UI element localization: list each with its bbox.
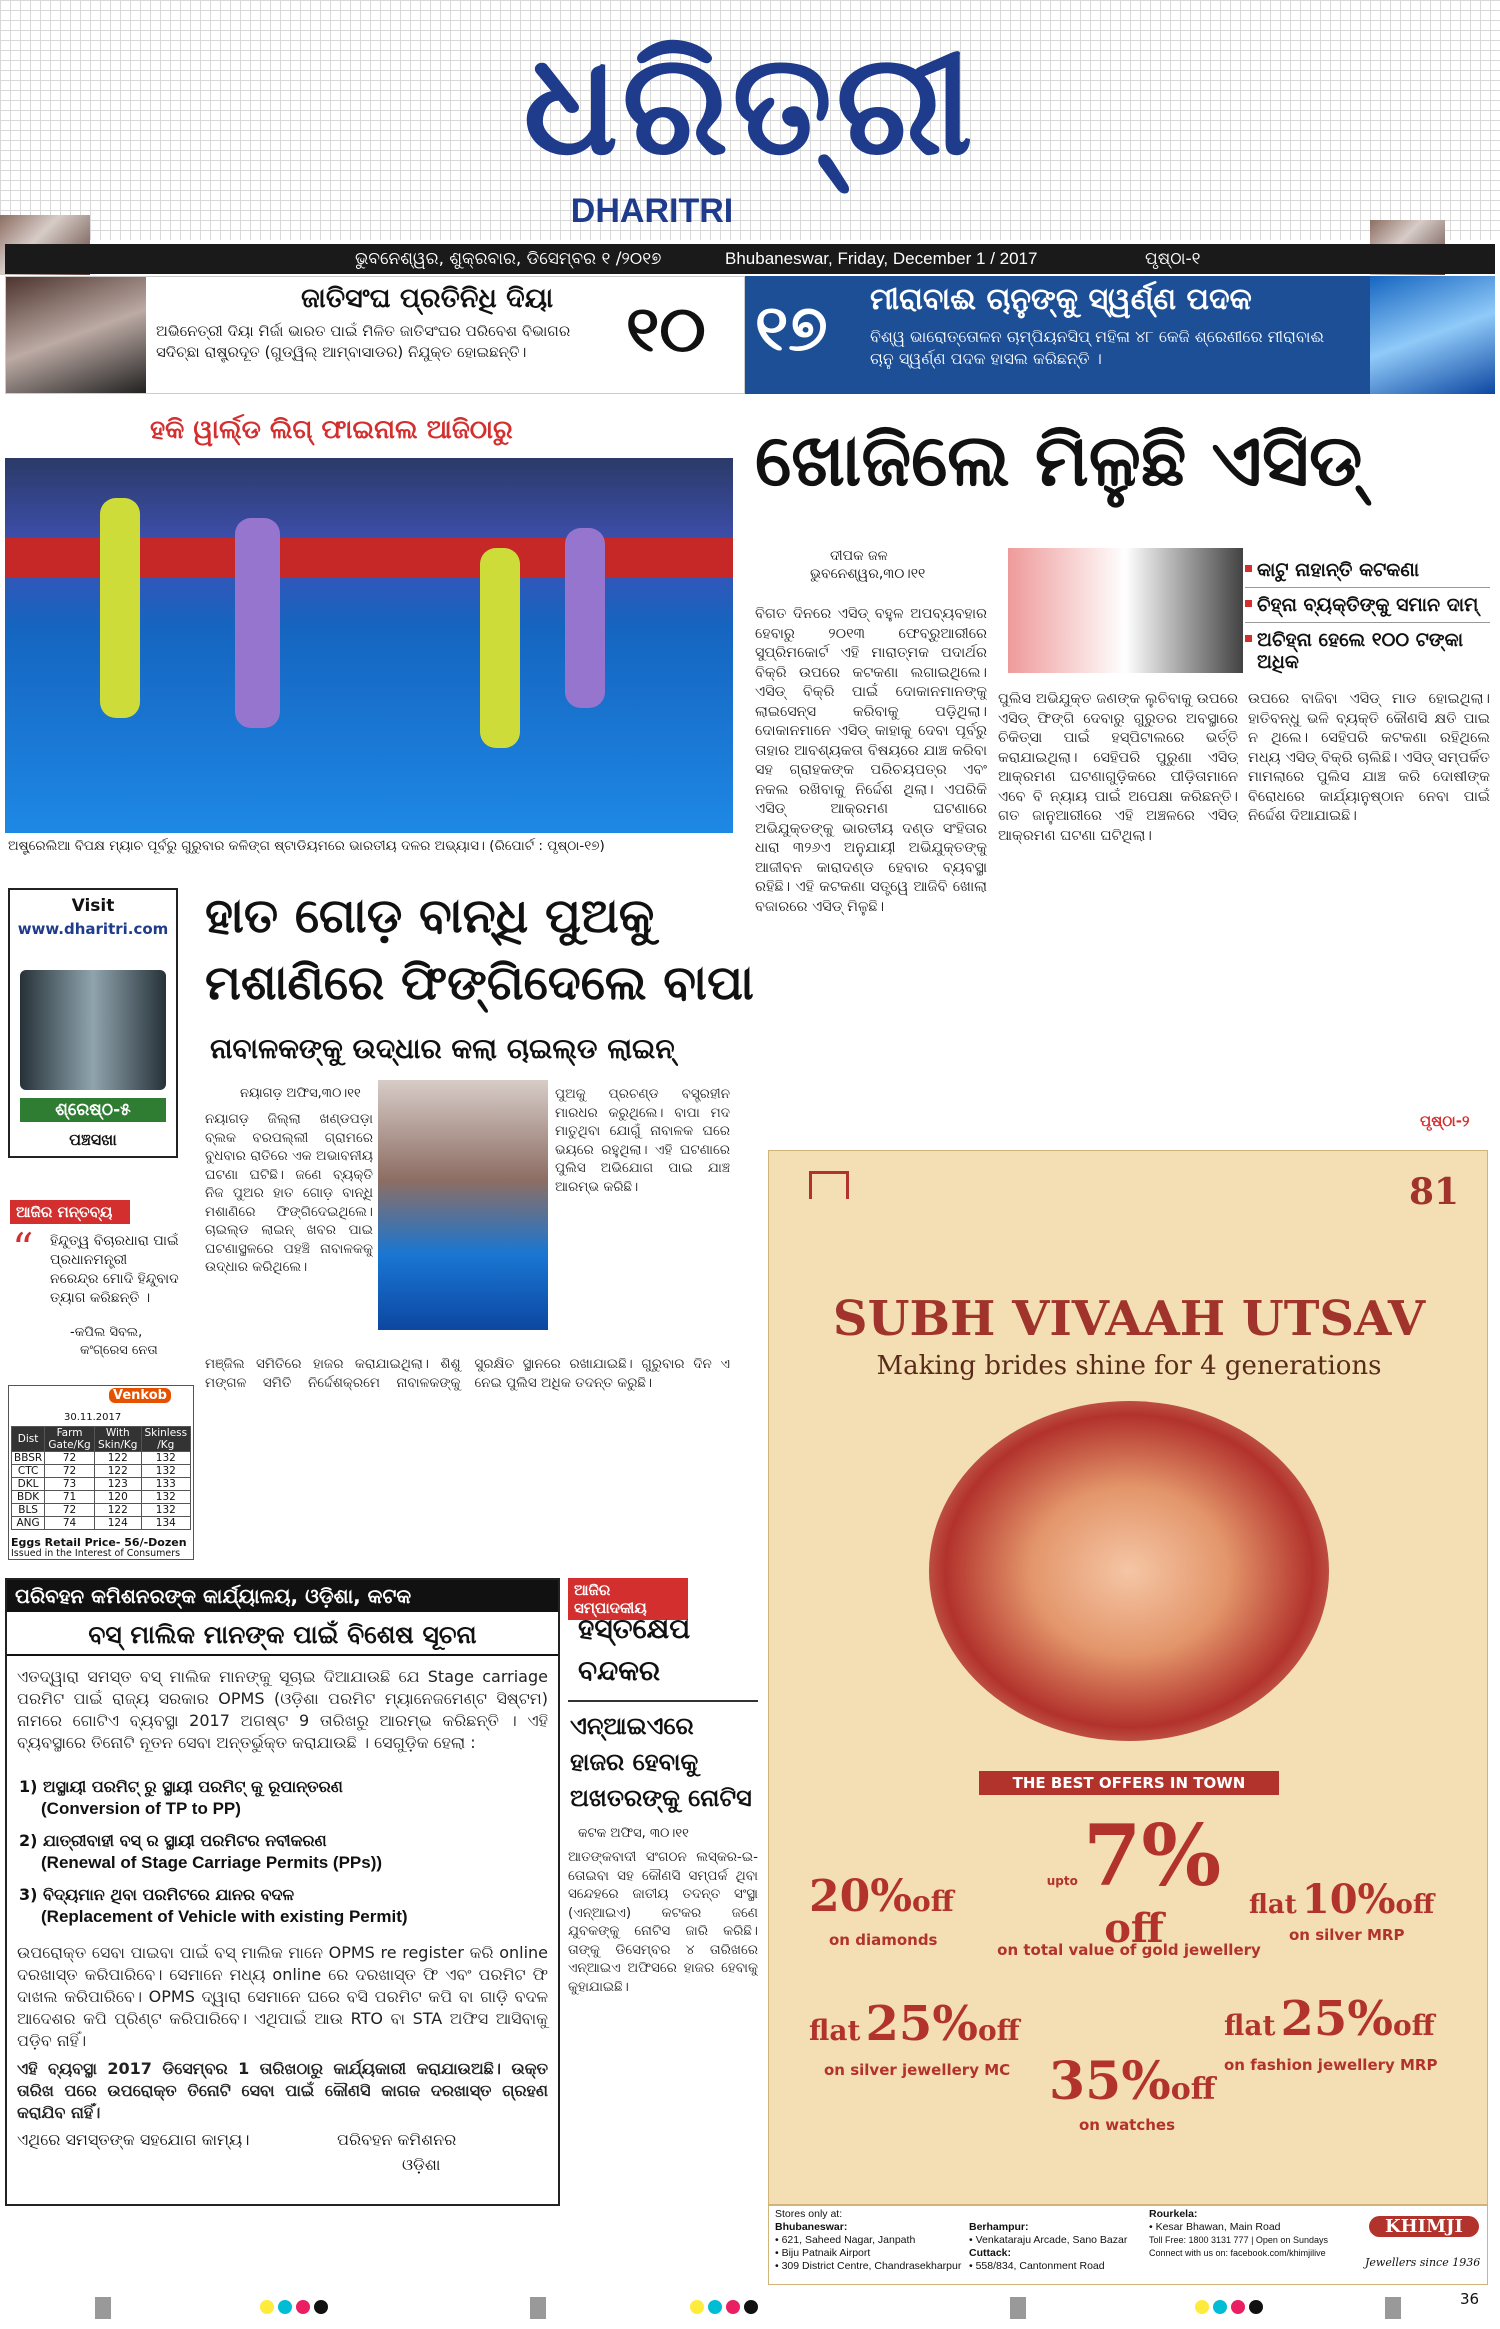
masthead-logo: ଧରିତ୍ରୀ — [523, 23, 977, 187]
ad-stores — [768, 2205, 1488, 2285]
offer-20-suffix: off — [912, 1885, 954, 1918]
dateline-page: ପୃଷ୍ଠା-୧ — [1145, 249, 1201, 269]
color-dot — [690, 2300, 704, 2314]
color-dot — [1249, 2300, 1263, 2314]
offer-20-sub: on diamonds — [829, 1931, 938, 1949]
nia-head-3: ଅଖତରଙ୍କୁ ନୋଟିସ — [570, 1784, 752, 1812]
eggs-brand: Venkob — [109, 1388, 171, 1403]
registration-mark — [1010, 2297, 1026, 2319]
offer-10-pre: flat — [1249, 1890, 1297, 1920]
thought-party: କଂଗ୍ରେସ ନେତା — [80, 1343, 158, 1358]
masthead-logo-english: DHARITRI — [570, 192, 734, 230]
color-dot — [1213, 2300, 1227, 2314]
khimji-ad[interactable] — [768, 1150, 1488, 2205]
transport-notice — [5, 1578, 560, 2206]
offer-10-suffix: off — [1395, 1890, 1435, 1920]
registration-mark — [1385, 2297, 1401, 2319]
ad-subtitle: Making brides shine for 4 generations — [876, 1351, 1382, 1381]
eggs-header: Farm Gate/Kg — [45, 1427, 95, 1452]
teaser-left-photo — [6, 277, 146, 393]
teaser-left[interactable] — [5, 276, 745, 394]
ad-banner: THE BEST OFFERS IN TOWN — [979, 1771, 1279, 1795]
lead-graphic — [1008, 548, 1243, 673]
notice-item-3 — [19, 1884, 549, 1928]
eggs-table — [11, 1426, 191, 1530]
player-4 — [565, 528, 605, 708]
ad-title: SUBH VIVAAH UTSAV — [832, 1291, 1426, 1347]
story2-photo — [378, 1080, 548, 1330]
notice-item-odia: 1) ଅସ୍ଥାୟୀ ପରମିଟ୍ ରୁ ସ୍ଥାୟୀ ପରମିଟ୍ କୁ ରୂପାନ୍ତରଣ — [19, 1777, 343, 1796]
lead-col-1: ବିଗତ ଦିନରେ ଏସିଡ୍ ବହୁଳ ଅପବ୍ୟବହାର ହେବାରୁ ୨୦୧୩ ଫେବ୍ରୁଆରୀରେ ସୁପ୍ରିମକୋର୍ଟ ଏହି ମାରାତ୍ମକ ପଦାର୍ଥର ବିକ୍ରି ଉପରେ କଟକଣା ଲଗାଇଥିଲେ। ଏସିଡ୍ ବିକ୍ରି ପାଇଁ ଦୋକାନମାନଙ୍କୁ ଲାଇସେନ୍ସ କରିବାକୁ ପଡ଼ିଥିଲା। ଦୋକାନମାନେ ଏସିଡ୍ କାହାକୁ ଦେବା ପୂର୍ବରୁ ତାହାର ଆବଶ୍ୟକତା ବିଷୟରେ ଯାଞ୍ଚ କରିବା ସହ ଗ୍ରାହକଙ୍କ ପରିଚୟପତ୍ର ଏବଂ ନକଲ ରଖିବାକୁ ନିର୍ଦ୍ଦେଶ ଥିଲା। ଏପରିକି ଏସିଡ୍ ଆକ୍ରମଣ ଘଟଣାରେ ଅଭିଯୁକ୍ତଙ୍କୁ ଭାରତୀୟ ଦଣ୍ଡ ସଂହିତାର ଧାରା ୩୨୬ଏ ଅନୁଯାୟୀ ଅଭିଯୁକ୍ତଙ୍କୁ ଆଜୀବନ କାରାଦଣ୍ଡ ହେବାର ବ୍ୟବସ୍ଥା ରହିଛି। ଏହି କଟକଣା ସତ୍ତ୍ୱେ ଆଜିବି ଖୋଲା ବଜାରରେ ଏସିଡ୍ ମିଳୁଛି। — [755, 606, 987, 915]
nia-text: ଆତଙ୍କବାଦୀ ସଂଗଠନ ଲସ୍କର-ଇ-ତୋଇବା ସହ କୌଣସି ସମ୍ପର୍କ ଥିବା ସନ୍ଦେହରେ ଜାତୀୟ ତଦନ୍ତ ସଂସ୍ଥା (ଏନ୍ଆଇଏ) କଟକର ଜଣେ ଯୁବକଙ୍କୁ ନୋଟିସ ଜାରି କରିଛି। ତାଙ୍କୁ ଡିସେମ୍ବର ୪ ତାରିଖରେ ଏନ୍ଆଇଏ ଅଫିସରେ ହାଜର ହେବାକୁ କୁହାଯାଇଛି। — [568, 1849, 758, 1995]
offer-20 — [809, 1871, 954, 1922]
eggs-retail: Eggs Retail Price- 56/-Dozen — [11, 1536, 187, 1549]
thought-label: ଆଜିର ମନ୍ତବ୍ୟ — [10, 1200, 130, 1224]
story2-headline-2: ମଶାଣିରେ ଫିଙ୍ଗିଦେଲେ ବାପା — [205, 955, 754, 1011]
offer-25a — [809, 1996, 1020, 2052]
teaser-right-photo — [1370, 276, 1495, 394]
notice-closing: ଏଥିରେ ସମସ୍ତଙ୍କ ସହଯୋଗ କାମ୍ୟ। — [17, 2130, 250, 2149]
nia-head-1: ଏନ୍ଆଇଏରେ — [570, 1712, 694, 1740]
offer-7-pre: upto — [1046, 1874, 1078, 1888]
notice-signature-1: ପରିବହନ କମିଶନର — [337, 2130, 457, 2149]
dateline-odia: ଭୁବନେଶ୍ୱର, ଶୁକ୍ରବାର, ଡିସେମ୍ବର ୧ /୨୦୧୭ — [355, 249, 662, 269]
quote-icon: “ — [12, 1224, 34, 1273]
notice-item-odia: 3) ବିଦ୍ୟମାନ ଥିବା ପରମିଟରେ ଯାନର ବଦଳ — [19, 1885, 295, 1904]
hockey-photo — [5, 458, 733, 833]
phones-image — [20, 970, 166, 1090]
stores-rourkela: Rourkela: • Kesar Bhawan, Main Road Toll Free: 1800 3131 777 | Open on Sundays Connect with us on: facebook.com/khimjilive — [1149, 2208, 1328, 2258]
offer-35-value: 35% — [1049, 2051, 1171, 2112]
story2-subhead: ନାବାଳକଙ୍କୁ ଉଦ୍ଧାର କଲା ଚାଇଲ୍ଡ ଲାଇନ୍ — [210, 1032, 675, 1065]
eggs-header: With Skin/Kg — [94, 1427, 141, 1452]
eggs-header: Skinless /Kg — [141, 1427, 190, 1452]
eggs-row: BBSR 72 122 132 — [12, 1452, 191, 1465]
lead-headline: ଖୋଜିଲେ ମିଳୁଛି ଏସିଡ୍ — [755, 418, 1363, 502]
eggs-note: Issued in the Interest of Consumers — [11, 1548, 181, 1559]
eggs-row: CTC 72 122 132 — [12, 1465, 191, 1478]
visit-rank: ଶ୍ରେଷ୍ଠ-୫ — [20, 1098, 166, 1122]
color-dot — [314, 2300, 328, 2314]
color-dot — [726, 2300, 740, 2314]
offer-25b-pre: flat — [1224, 2009, 1276, 2042]
notice-body: ଉପରୋକ୍ତ ସେବା ପାଇବା ପାଇଁ ବସ୍ ମାଲିକ ମାନେ OPMS re register କରି online ଦରଖାସ୍ତ କରିପାରିବେ। ସେମାନେ ମଧ୍ୟ online ରେ ଦରଖାସ୍ତ ଫି ଏବଂ ପରମିଟ ଫି ଦାଖଲ କରିପାରିବେ। OPMS ଦ୍ୱାରା ସେମାନେ ଘରେ ବସି ପରମିଟ କପି ବା ଗାଡ଼ି ବଦଳ ଆଦେଶର କପି ପ୍ରିଣ୍ଟ କରିପାରିବେ। ଏଥିପାଇଁ ଆଉ RTO ବା STA ଅଫିସ ଆସିବାକୁ ପଡ଼ିବ ନାହିଁ। — [17, 1943, 548, 2050]
offer-20-value: 20% — [809, 1871, 913, 1922]
ad-logo-icon — [809, 1171, 849, 1199]
eggs-row: BDK 71 120 132 — [12, 1491, 191, 1504]
visit-label: Visit — [71, 896, 115, 916]
lead-bullet: ଚିହ୍ନା ବ୍ୟକ୍ତିଙ୍କୁ ସମାନ ଦାମ୍ — [1245, 588, 1490, 623]
teaser-right-text: ବିଶ୍ୱ ଭାରୋତ୍ତୋଳନ ଚାମ୍ପିୟନସିପ୍ ମହିଳା ୪୮ କେଜି ଶ୍ରେଣୀରେ ମୀରାବାଈ ଚାନୁ ସ୍ୱର୍ଣ୍ଣ ପଦକ ହାସଲ କରିଛନ୍ତି । — [870, 327, 1325, 368]
hockey-headline: ହକି ୱାର୍ଲ୍ଡ ଲିଗ୍ ଫାଇନାଲ ଆଜିଠାରୁ — [150, 415, 513, 445]
eggs-row: BLS 72 122 132 — [12, 1504, 191, 1517]
offer-25a-suffix: off — [977, 2014, 1020, 2047]
lead-byline: ଦୀପକ ଜଳ — [830, 548, 888, 564]
registration-mark — [530, 2297, 546, 2319]
offer-10 — [1249, 1876, 1434, 1923]
offer-25a-pre: flat — [809, 2014, 861, 2047]
story2-headline-1: ହାତ ଗୋଡ଼ ବାନ୍ଧି ପୁଅକୁ — [205, 888, 655, 944]
registration-mark — [95, 2297, 111, 2319]
color-dot — [708, 2300, 722, 2314]
eggs-header: Dist — [12, 1427, 45, 1452]
notice-item-2 — [19, 1830, 549, 1874]
color-dot — [1231, 2300, 1245, 2314]
notice-item-en: (Replacement of Vehicle with existing Permit) — [41, 1907, 408, 1926]
khimji-tagline: Jewellers since 1936 — [1365, 2256, 1481, 2269]
notice-title: ବସ୍ ମାଲିକ ମାନଙ୍କ ପାଇଁ ବିଶେଷ ସୂଚନା — [7, 1620, 558, 1656]
editorial-title-1[interactable]: ହସ୍ତକ୍ଷେପ — [578, 1612, 691, 1645]
color-dot — [296, 2300, 310, 2314]
bride-image — [929, 1401, 1329, 1741]
eggs-date: 30.11.2017 — [64, 1412, 122, 1423]
teaser-right[interactable] — [745, 276, 1495, 394]
teaser-right-page: ୧୭ — [755, 292, 828, 366]
color-dot — [744, 2300, 758, 2314]
offer-7 — [1029, 1806, 1239, 1952]
lead-bullet: କାଟୁ ନାହାନ୍ତି କଟକଣା — [1245, 555, 1490, 588]
teaser-left-text: ଅଭିନେତ୍ରୀ ଦିୟା ମିର୍ଜା ଭାରତ ପାଇଁ ମିଳିତ ଜାତିସଂଘର ପରିବେଶ ବିଭାଗର ସଦିଚ୍ଛା ରାଷ୍ଟ୍ରଦୂତ (ଗୁଡ୍‌ୱିଲ୍ ଆମ୍ବାସାଡର) ନିଯୁକ୍ତ ହୋଇଛନ୍ତି। — [156, 322, 571, 361]
notice-item-1 — [19, 1776, 549, 1820]
lead-continued[interactable]: ପୃଷ୍ଠା-୨ — [1420, 1112, 1470, 1130]
editorial-title-2[interactable]: ବନ୍ଦକର — [578, 1654, 661, 1687]
dateline-bar — [5, 244, 1495, 274]
lead-bullet: ଅଚିହ୍ନା ହେଲେ ୧୦୦ ଟଙ୍କା ଅଧିକ — [1245, 623, 1490, 679]
offer-25b-sub: on fashion jewellery MRP — [1224, 2056, 1438, 2074]
teaser-left-title: ଜାତିସଂଘ ପ୍ରତିନିଧି ଦିୟା — [301, 283, 554, 314]
color-dot — [1195, 2300, 1209, 2314]
offer-10-sub: on silver MRP — [1289, 1926, 1405, 1944]
editorial-rule — [568, 1700, 758, 1702]
nia-head-2: ହାଜର ହେବାକୁ — [570, 1748, 699, 1776]
color-dot — [278, 2300, 292, 2314]
offer-35-sub: on watches — [1079, 2116, 1176, 2134]
lead-col-3: ଉପରେ ବାଜିବା ଏସିଡ୍ ମାଡ ହୋଇଥିଲା। ହାତିବନ୍ଧୁ ଭଳି ବ୍ୟକ୍ତି କୌଣସି କ୍ଷତି ପାଇ ନ ଥିଲେ। ସେହିପରି କଟକଣା ରହିଥିଲେ ମଧ୍ୟ ଏସିଡ୍ ବିକ୍ରି ଚାଲିଛି। ଏସିଡ୍ ସମ୍ପର୍କିତ ମାମଲାରେ ପୁଲିସ ଯାଞ୍ଚ କରି ଦୋଷୀଙ୍କ ବିରୋଧରେ କାର୍ଯ୍ୟାନୁଷ୍ଠାନ ନେବା ପାଇଁ ନିର୍ଦ୍ଦେଶ ଦିଆଯାଇଛି। — [1248, 691, 1490, 824]
player-1 — [100, 498, 140, 718]
story2-col-3: ମଞ୍ଜିଲ ସମିତିରେ ହାଜର କରାଯାଇଥିଲା। ଶିଶୁ ମଙ୍ଗଳ ସମିତି ନିର୍ଦ୍ଦେଶକ୍ରମେ ନାବାଳକଙ୍କୁ ସୁରକ୍ଷିତ ସ୍ଥାନରେ ରଖାଯାଇଛି। ଗୁରୁବାର ଦିନ ଏ ନେଇ ପୁଲିସ ଅଧିକ ତଦନ୍ତ କରୁଛି। — [205, 1356, 730, 1391]
color-dot — [260, 2300, 274, 2314]
offer-25b-suffix: off — [1392, 2009, 1435, 2042]
eggs-row: DKL 73 123 133 — [12, 1478, 191, 1491]
offer-35-suffix: off — [1170, 2072, 1216, 2107]
stores-bbsr: Bhubaneswar: • 621, Saheed Nagar, Janpath • Biju Patnaik Airport • 309 District Centre, Chandrasekharpur — [775, 2221, 962, 2272]
offer-7-sub: on total value of gold jewellery — [997, 1941, 1261, 1959]
dateline-english: Bhubaneswar, Friday, December 1 / 2017 — [725, 249, 1038, 268]
teaser-left-page: ୧୦ — [626, 293, 706, 367]
nia-dateline: କଟକ ଅଫିସ, ୩୦।୧୧ — [578, 1826, 689, 1841]
hockey-caption: ଅଷ୍ଟ୍ରେଲିଆ ବିପକ୍ଷ ମ୍ୟାଚ ପୂର୍ବରୁ ଗୁରୁବାର କଳିଙ୍ଗ ଷ୍ଟାଡିୟମରେ ଭାରତୀୟ ଦଳର ଅଭ୍ୟାସ। (ରିପୋର୍ଟ : ପୃଷ୍ଠା-୧୭) — [8, 838, 605, 854]
offer-7-value: 7% — [1082, 1806, 1222, 1905]
player-3 — [480, 548, 520, 748]
story2-col-1: ନୟାଗଡ଼ ଜିଲ୍ଲା ଖଣ୍ଡପଡ଼ା ବ୍ଲକ ବରପଲ୍ଲୀ ଗ୍ରାମରେ ବୁଧବାର ରାତିରେ ଏକ ଅଭାବନୀୟ ଘଟଣା ଘଟିଛି। ଜଣେ ବ୍ୟକ୍ତି ନିଜ ପୁଅର ହାତ ଗୋଡ଼ ବାନ୍ଧି ମଶାଣିରେ ଫିଙ୍ଗିଦେଇଥିଲେ। ଚାଇଲ୍ଡ ଲାଇନ୍ ଖବର ପାଇ ଘଟଣାସ୍ଥଳରେ ପହଞ୍ଚି ନାବାଳକକୁ ଉଦ୍ଧାର କରିଥିଲେ। — [205, 1111, 373, 1275]
teaser-right-title: ମୀରାବାଈ ଚାନୁଙ୍କୁ ସ୍ୱର୍ଣ୍ଣ ପଦକ — [870, 282, 1252, 317]
notice-header: ପରିବହନ କମିଶନରଙ୍କ କାର୍ଯ୍ୟାଳୟ, ଓଡ଼ିଶା, କଟକ — [7, 1580, 558, 1612]
visit-url[interactable]: www.dharitri.com — [17, 920, 169, 938]
eggs-row: ANG 74 124 134 — [12, 1517, 191, 1530]
stores-berhampur: Berhampur: • Venkataraju Arcade, Sano Bazar Cuttack: • 558/834, Cantonment Road — [969, 2221, 1128, 2272]
lead-bullets — [1245, 555, 1490, 679]
story2-dateline: ନୟାଗଡ଼ ଅଫିସ,୩୦।୧୧ — [240, 1086, 361, 1101]
page-number: 36 — [1460, 2290, 1480, 2308]
story2-col-2: ପୁଅକୁ ପ୍ରଚଣ୍ଡ ବସ୍ତ୍ରହୀନ ମାରଧର କରୁଥିଲେ। ବାପା ମଦ ମାତୁଥିବା ଯୋଗୁଁ ନାବାଳକ ଘରେ ଭୟରେ ରହୁଥିଲା। ଏହି ଘଟଣାରେ ପୁଲିସ ଅଭିଯୋଗ ପାଇ ଯାଞ୍ଚ ଆରମ୍ଭ କରିଛି। — [555, 1086, 730, 1195]
lead-dateline: ଭୁବନେଶ୍ୱର,୩୦।୧୧ — [810, 566, 926, 582]
thought-text: ହିନ୍ଦୁତ୍ୱ ବିଚାରଧାରା ପାଇଁ ପ୍ରଧାନମନ୍ତ୍ରୀ ନରେନ୍ଦ୍ର ମୋଦି ହିନ୍ଦୁବାଦ ତ୍ୟାଗ କରିଛନ୍ତି । — [50, 1233, 179, 1306]
eggs-box — [8, 1385, 194, 1560]
editorial-label: ଆଜିର ସମ୍ପାଦକୀୟ — [568, 1578, 688, 1620]
notice-item-en: (Renewal of Stage Carriage Permits (PPs)) — [41, 1853, 383, 1872]
stores-label: Stores only at: — [775, 2208, 843, 2220]
notice-effective: ଏହି ବ୍ୟବସ୍ଥା 2017 ଡିସେମ୍ବର 1 ତାରିଖଠାରୁ କାର୍ଯ୍ୟକାରୀ କରାଯାଉଅଛି। ଉକ୍ତ ତାରିଖ ପରେ ଉପରୋକ୍ତ ତିନୋଟି ସେବା ପାଇଁ କୌଣସି କାଗଜ ଦରଖାସ୍ତ ଗ୍ରହଣ କରାଯିବ ନାହିଁ। — [17, 2059, 548, 2122]
offer-7-suffix: off — [1104, 1905, 1164, 1952]
offer-25a-sub: on silver jewellery MC — [824, 2061, 1011, 2079]
notice-item-en: (Conversion of TP to PP) — [41, 1799, 241, 1818]
offer-25a-value: 25% — [865, 1996, 978, 2052]
lead-col-2: ପୁଲିସ ଅଭିଯୁକ୍ତ ଜଣଙ୍କ ଲୁଚିବାକୁ ଉପରେ ଏସିଡ୍ ଫିଙ୍ଗି ଦେବାରୁ ଗୁରୁତର ଅବସ୍ଥାରେ ଚିକିତ୍ସା ପାଇଁ ହସ୍ପିଟାଲରେ ଭର୍ତ୍ତି କରାଯାଇଥିଲା। ସେହିପରି ପୁରୁଣା ଏସିଡ୍ ଆକ୍ରମଣ ଘଟଣାଗୁଡ଼ିକରେ ପୀଡ଼ିତାମାନେ ଏବେ ବି ନ୍ୟାୟ ପାଇଁ ଅପେକ୍ଷା କରିଛନ୍ତି। ଗତ ଜାନୁଆରୀରେ ଏହି ଅଞ୍ଚଳରେ ଏସିଡ୍ ଆକ୍ରମଣ ଘଟଣା ଘଟିଥିଲା। — [998, 691, 1238, 844]
offer-25b — [1224, 1991, 1435, 2047]
offer-35 — [1049, 2051, 1215, 2112]
offer-25b-value: 25% — [1280, 1991, 1393, 2047]
thought-author: -କପିଲ ସିବଲ, — [70, 1325, 143, 1340]
visit-pancha: ପଞ୍ଚସଖା — [69, 1130, 117, 1149]
notice-item-odia: 2) ଯାତ୍ରୀବାହୀ ବସ୍ ର ସ୍ଥାୟୀ ପରମିଟର ନବୀକରଣ — [19, 1831, 327, 1850]
offer-10-value: 10% — [1301, 1876, 1396, 1923]
khimji-logo[interactable]: KHIMJI — [1369, 2216, 1479, 2237]
player-2 — [235, 518, 280, 728]
notice-intro: ଏତଦ୍ୱାରା ସମସ୍ତ ବସ୍ ମାଲିକ ମାନଙ୍କୁ ସୂଚାଇ ଦିଆଯାଉଛି ଯେ Stage carriage ପରମିଟ ପାଇଁ ରାଜ୍ୟ ସରକାର OPMS (ଓଡ଼ିଶା ପରମିଟ ମ୍ୟାନେଜମେଣ୍ଟ ସିଷ୍ଟମ) ନାମରେ ଗୋଟିଏ ବ୍ୟବସ୍ଥା 2017 ଅଗଷ୍ଟ 9 ତାରିଖରୁ ଆରମ୍ଭ କରିଛନ୍ତି । ଏହି ବ୍ୟବସ୍ଥାରେ ତିନୋଟି ନୂତନ ସେବା ଅନ୍ତର୍ଭୁକ୍ତ କରାଯାଉଛି । ସେଗୁଡ଼ିକ ହେଲା : — [17, 1667, 548, 1752]
notice-signature-2: ଓଡ଼ିଶା — [402, 2155, 441, 2174]
visit-box[interactable] — [8, 888, 178, 1158]
ad-anniv: 81 — [1409, 1171, 1460, 1213]
